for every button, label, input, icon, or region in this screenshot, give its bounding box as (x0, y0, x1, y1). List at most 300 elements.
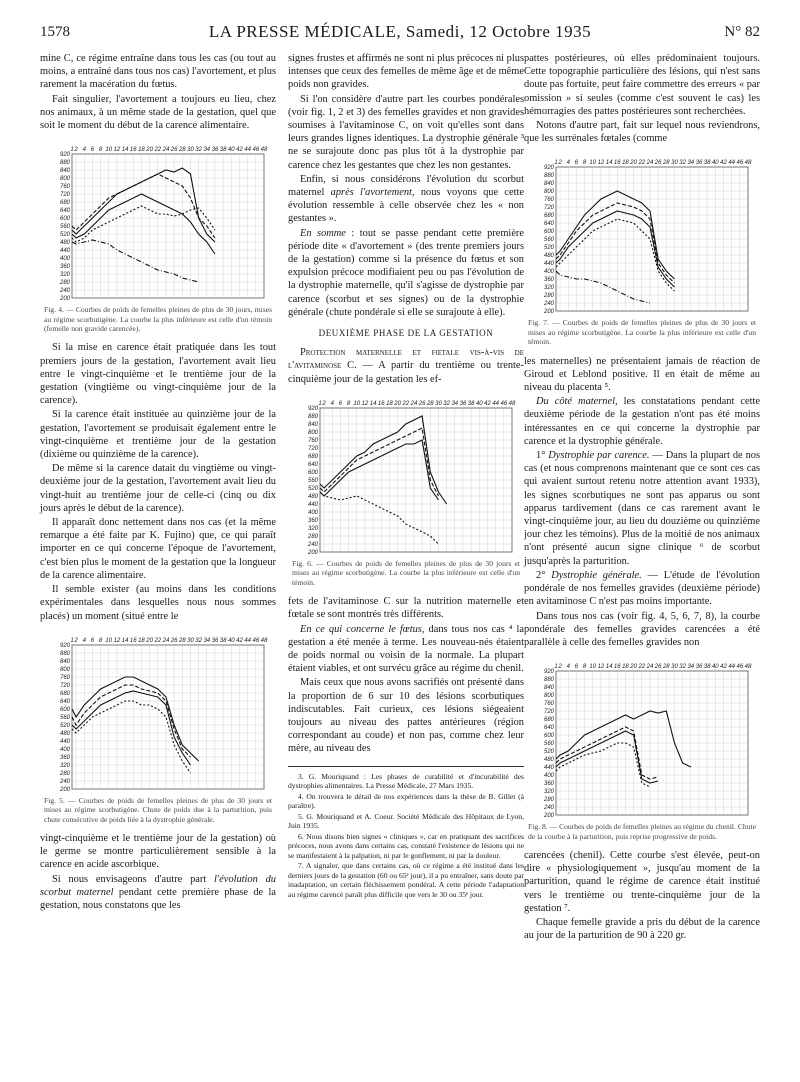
x-tick-label: 18 (386, 400, 393, 407)
x-tick-label: 30 (187, 147, 194, 154)
paragraph (40, 873, 276, 913)
paragraph (524, 395, 760, 448)
x-tick-label: 4 (566, 664, 570, 671)
text-run: Dystrophie par carence. (548, 450, 650, 462)
x-tick-label: 36 (695, 160, 703, 167)
y-tick-label: 320 (59, 272, 70, 279)
x-tick-label: 22 (154, 637, 162, 644)
page-header (40, 24, 760, 46)
footnote: 5. G. Mouriquand et A. Coeur. Société Médicale des Hôpitaux de Lyon, Juin 1935. (288, 811, 524, 831)
series-line (556, 727, 658, 779)
y-tick-label: 520 (59, 232, 70, 239)
text-run: l'évolution du scorbut maternel (40, 873, 277, 898)
y-tick-label: 640 (307, 461, 318, 468)
paragraph: Il semble exister (au moins dans les conditions expérimentales dans lesquelles nous nous sommes placés) un moment (situé entre le (40, 584, 276, 622)
figure-4-chart (48, 138, 268, 303)
footnote: 3. G. Mouriquand : Les phases de curabilité et d'incurabilité des dystrophies alimentaires. La Presse Médicale, 27 Mars 1935. (288, 771, 524, 791)
y-tick-label: 360 (59, 754, 70, 761)
y-tick-label: 240 (59, 778, 70, 785)
y-tick-label: 800 (543, 693, 554, 700)
y-tick-label: 600 (543, 733, 554, 740)
y-tick-label: 880 (307, 413, 318, 420)
footnote: 4. On trouvera le détail de nos expériences dans la thèse de B. Gillet (à paraître). (288, 791, 524, 811)
x-tick-label: 26 (654, 160, 662, 167)
y-tick-label: 360 (59, 264, 70, 271)
y-tick-label: 400 (307, 509, 318, 516)
x-tick-label: 12 (361, 400, 369, 407)
x-tick-label: 36 (695, 664, 703, 671)
paragraph: Fait singulier, l'avortement a toujours eu lieu, chez nos animaux, à un même stade de la gestation, quel que soit le moment du début de la carence alimentaire. (40, 93, 276, 132)
y-tick-label: 240 (543, 301, 554, 308)
y-tick-label: 440 (59, 738, 70, 745)
x-tick-label: 34 (203, 637, 211, 644)
y-tick-label: 800 (543, 189, 554, 196)
paragraph: les maternelles) ne présentaient jamais de réaction de Giroud et Leblond positive. Il en était de même au niveau du placenta ⁵. (524, 355, 760, 394)
x-tick-label: 48 (744, 664, 752, 671)
y-tick-label: 520 (307, 485, 318, 492)
x-tick-label: 32 (443, 400, 450, 407)
y-tick-label: 720 (543, 709, 554, 716)
paragraph: De même si la carence datait du vingtième ou vingt-deuxième jour de la gestation, l'avortement avait lieu du vingt-huit au trentième jour de celle-ci (cinq ou dix jours après le début de la carence). (40, 463, 276, 514)
x-tick-label: 20 (146, 637, 153, 644)
y-tick-label: 560 (543, 237, 554, 244)
y-tick-label: 560 (307, 477, 318, 484)
paragraph: Notons d'autre part, fait sur lequel nous reviendrons, que les surrénales fœtales (comme (524, 120, 760, 145)
x-tick-label: 48 (744, 160, 752, 167)
series-line (72, 240, 199, 282)
text-run: 2° (536, 569, 552, 581)
y-tick-label: 680 (59, 690, 70, 697)
paragraph: Si l'on considère d'autre part les courbes pondérales (voir fig. 1, 2 et 3) des femelles gravides et non gravides soumises à l'avitaminose C, on voit qu'elles sont dans leurs grandes lignes identiques. La dystrophie générale ³ ne se surajoute donc pas plus tôt à la dystrophie par carence chez les gestantes que chez les non gestantes. (288, 93, 524, 171)
y-tick-label: 200 (543, 813, 554, 820)
paragraph: Dans tous nos cas (voir fig. 4, 5, 6, 7, 8), la courbe pondérale des femelles gravides carencées a été parallèle à celle des femelles gravides non (524, 610, 760, 648)
y-tick-label: 760 (59, 184, 70, 191)
x-tick-label: 42 (720, 664, 727, 671)
y-tick-label: 600 (543, 229, 554, 236)
text-run: En ce qui concerne le fœtus, (300, 623, 425, 635)
series-line (320, 428, 438, 496)
x-tick-label: 6 (338, 400, 343, 407)
series-line (320, 440, 438, 500)
x-tick-label: 28 (662, 664, 670, 671)
y-tick-label: 840 (59, 658, 70, 665)
figure-7-chart (532, 151, 752, 316)
y-tick-label: 560 (543, 741, 554, 748)
x-tick-label: 40 (227, 147, 235, 154)
issue-number: N° 82 (724, 24, 760, 40)
footnote: 6. Nous disons bien signes « cliniques », car en pratiquant des sacrifices précoces, nous avons dans certains cas, constaté l'existence de lésions qui ne se manifestaient à la palpation, ni par le gonflement, ni par la douleur. (288, 831, 524, 860)
y-tick-label: 480 (59, 240, 70, 247)
x-tick-label: 32 (195, 147, 202, 154)
y-tick-label: 840 (307, 421, 318, 428)
x-tick-label: 14 (121, 637, 129, 644)
y-tick-label: 600 (59, 216, 70, 223)
series-line (72, 206, 215, 242)
x-tick-label: 14 (605, 160, 613, 167)
text-run: : tout se passe pendant cette première période dite « d'avortement » (des trente premiers jours de la gestation) comme si la présence du fœtus et son expulsion précoce modifiaient peu ou pas l'évolution de la dystrophie maternelle, qu'il s'agisse de dystrophie par carence (scorbut et ses signes) ou de la dystrophie générale (chute pondérale si elle se surajoute à elle). (288, 227, 524, 318)
y-tick-label: 400 (59, 746, 70, 753)
y-tick-label: 560 (59, 714, 70, 721)
y-tick-label: 400 (543, 773, 554, 780)
y-tick-label: 760 (307, 437, 318, 444)
footnotes (288, 766, 524, 900)
x-tick-label: 32 (195, 637, 202, 644)
y-tick-label: 880 (59, 650, 70, 657)
y-tick-label: 920 (543, 165, 554, 172)
y-tick-label: 400 (59, 256, 70, 263)
y-tick-label: 800 (307, 429, 318, 436)
y-tick-label: 720 (307, 445, 318, 452)
y-tick-label: 400 (543, 269, 554, 276)
paragraph (288, 227, 524, 319)
y-tick-label: 680 (307, 453, 318, 460)
y-tick-label: 200 (543, 309, 554, 316)
paragraph (288, 173, 524, 226)
y-tick-label: 360 (307, 517, 318, 524)
x-tick-label: 34 (687, 664, 695, 671)
y-tick-label: 880 (543, 677, 554, 684)
figure-8-caption: Fig. 8. — Courbes de poids de femelles pleines au régime du chenil. Chute de la courbe à la parturition, puis reprise progressive de poids. (528, 822, 756, 841)
x-tick-label: 46 (736, 160, 744, 167)
x-tick-label: 18 (138, 147, 145, 154)
x-tick-label: 8 (582, 160, 587, 167)
x-tick-label: 2 (74, 147, 78, 154)
paragraph (524, 449, 760, 568)
y-tick-label: 600 (59, 706, 70, 713)
x-tick-label: 44 (728, 664, 736, 671)
y-tick-label: 440 (543, 765, 554, 772)
series-line (556, 191, 674, 279)
x-tick-label: 1 (70, 147, 74, 154)
chart-axes (59, 147, 268, 302)
y-tick-label: 720 (59, 192, 70, 199)
x-tick-label: 30 (187, 637, 194, 644)
y-tick-label: 240 (307, 541, 318, 548)
paragraph: mine C, ce régime entraîne dans tous les cas (ou tout au moins, a entraîné dans tous nos cas) l'avortement, et plus rarement la macération du fœtus. (40, 53, 276, 91)
y-tick-label: 280 (59, 280, 70, 287)
journal-title: LA PRESSE MÉDICALE, Samedi, 12 Octobre 1935 (208, 22, 592, 41)
x-tick-label: 28 (662, 160, 670, 167)
x-tick-label: 2 (74, 637, 78, 644)
y-tick-label: 920 (307, 405, 318, 412)
x-tick-label: 16 (129, 147, 137, 154)
x-tick-label: 20 (630, 160, 637, 167)
x-tick-label: 36 (211, 637, 219, 644)
series-line (72, 691, 190, 765)
section-heading: DEUXIÈME PHASE DE LA GESTATION (318, 328, 494, 339)
y-tick-label: 640 (543, 725, 554, 732)
figure-7-caption: Fig. 7. — Courbes de poids de femelles pleines de plus de 30 jours et mises au régime scorbutigène. La courbe la plus inférieure est celle d'un témoin. (528, 318, 756, 347)
y-tick-label: 200 (59, 786, 70, 793)
series-line (72, 168, 215, 242)
y-tick-label: 520 (543, 749, 554, 756)
x-tick-label: 2 (558, 160, 562, 167)
y-tick-label: 800 (59, 666, 70, 673)
x-tick-label: 2 (322, 400, 326, 407)
x-tick-label: 20 (630, 664, 637, 671)
x-tick-label: 12 (597, 160, 605, 167)
paragraph: fets de l'avitaminose C sur la nutrition maternelle et fœtale se sont montrés très différents. (288, 596, 524, 621)
chart-axes (543, 160, 752, 315)
y-tick-label: 200 (307, 549, 318, 556)
x-tick-label: 44 (244, 147, 252, 154)
x-tick-label: 44 (244, 637, 252, 644)
text-run: Si nous envisageons d'autre part (52, 873, 215, 885)
column-1 (40, 52, 276, 913)
text-run: dans tous nos cas ⁴ la gestation a été menée à terme. Les nouveau-nés étaient de poids normal ou voisin de la normale. La plupart étaient viables, et ont survécu grâce au régime du chenil. (288, 623, 524, 675)
x-tick-label: 44 (728, 160, 736, 167)
x-tick-label: 6 (90, 637, 95, 644)
x-tick-label: 20 (394, 400, 401, 407)
series-line (556, 711, 691, 767)
y-tick-label: 880 (543, 173, 554, 180)
y-tick-label: 320 (59, 762, 70, 769)
y-tick-label: 600 (307, 469, 318, 476)
x-tick-label: 1 (70, 637, 74, 644)
y-tick-label: 280 (59, 770, 70, 777)
x-tick-label: 26 (170, 637, 178, 644)
text-run: les constatations pendant cette deuxième période de la gestation n'ont pas été moins intéressantes en ce qui concerne la dystrophie par carence et la dystrophie générale. (524, 396, 760, 447)
x-tick-label: 10 (105, 147, 113, 154)
x-tick-label: 30 (671, 160, 678, 167)
x-tick-label: 40 (711, 664, 719, 671)
x-tick-label: 14 (121, 147, 129, 154)
series-line (72, 174, 215, 238)
x-tick-label: 6 (574, 160, 579, 167)
y-tick-label: 640 (543, 221, 554, 228)
x-tick-label: 6 (574, 664, 579, 671)
text-run: — A partir du trentième ou trente-cinquième jour de la gestation les ef- (288, 360, 524, 385)
y-tick-label: 480 (543, 757, 554, 764)
x-tick-label: 12 (113, 637, 121, 644)
x-tick-label: 34 (687, 160, 695, 167)
y-tick-label: 800 (59, 176, 70, 183)
page-number: 1578 (40, 24, 70, 40)
x-tick-label: 16 (129, 637, 137, 644)
y-tick-label: 680 (59, 200, 70, 207)
x-tick-label: 42 (236, 637, 243, 644)
x-tick-label: 22 (154, 147, 162, 154)
y-tick-label: 920 (59, 642, 70, 649)
x-tick-label: 24 (162, 147, 170, 154)
x-tick-label: 16 (377, 400, 385, 407)
series-line (72, 194, 215, 254)
column-2 (288, 52, 524, 900)
x-tick-label: 18 (622, 160, 629, 167)
x-tick-label: 22 (638, 160, 646, 167)
x-tick-label: 46 (500, 400, 508, 407)
y-tick-label: 360 (543, 781, 554, 788)
x-tick-label: 36 (459, 400, 467, 407)
x-tick-label: 12 (597, 664, 605, 671)
y-tick-label: 760 (543, 197, 554, 204)
x-tick-label: 18 (138, 637, 145, 644)
x-tick-label: 22 (638, 664, 646, 671)
x-tick-label: 42 (484, 400, 491, 407)
x-tick-label: 46 (252, 147, 260, 154)
y-tick-label: 240 (59, 288, 70, 295)
x-tick-label: 38 (703, 664, 711, 671)
y-tick-label: 680 (543, 717, 554, 724)
y-tick-label: 480 (307, 493, 318, 500)
column-3 (524, 52, 760, 943)
x-tick-label: 38 (219, 147, 227, 154)
paragraph: carencées (chenil). Cette courbe s'est élevée, peut-on dire « physiologiquement », jusqu'au moment de la parturition, quand le régime de carence était institué vers le trentième ou trente-cinquième jour de la gestation ⁷. (524, 849, 760, 914)
text-run: pendant cette première phase de la gestation, nous constatons que les (40, 886, 276, 911)
text-run: Dystrophie générale. (551, 569, 642, 581)
x-tick-label: 30 (671, 664, 678, 671)
text-run: En somme (300, 227, 346, 239)
text-run: après l'avortement, (330, 187, 415, 199)
text-run: Enfin, si nous considérons l'évolution du scorbut maternel (288, 173, 524, 199)
text-run: Du côté maternel, (536, 396, 618, 408)
paragraph (288, 623, 524, 676)
x-tick-label: 38 (467, 400, 475, 407)
x-tick-label: 28 (178, 637, 186, 644)
x-tick-label: 20 (146, 147, 153, 154)
figure-4 (40, 138, 276, 333)
x-tick-label: 42 (720, 160, 727, 167)
paragraph: Mais ceux que nous avons sacrifiés ont présenté dans la proportion de 6 sur 10 des lésions scorbutiques indiscutables. Fait curieux, ces lésions siégeaient toujours au niveau des pattes antérieures (région correspondant au coude) et non pas, comme chez leur mère, au niveau des (288, 677, 524, 755)
x-tick-label: 4 (82, 637, 86, 644)
text-run: Protection maternelle et fœtale vis-à-vis de l'avitaminose C. (288, 347, 524, 372)
x-tick-label: 24 (646, 160, 654, 167)
y-tick-label: 200 (59, 296, 70, 303)
y-tick-label: 520 (543, 245, 554, 252)
x-tick-label: 24 (646, 664, 654, 671)
x-tick-label: 12 (113, 147, 121, 154)
figure-5-chart (48, 629, 268, 794)
paragraph (524, 569, 760, 609)
y-tick-label: 240 (543, 805, 554, 812)
x-tick-label: 1 (318, 400, 322, 407)
x-tick-label: 14 (605, 664, 613, 671)
x-tick-label: 16 (613, 664, 621, 671)
y-tick-label: 720 (543, 205, 554, 212)
footnote: 7. A signaler, que dans certains cas, où ce régime a été institué dans les derniers jours de la gestation (60 ou 65ᵉ jour), il a pu entraîner, sans doute par inadaptation, un certain fléchissement pondéral. A cette période l'adaptation au régime carencé paraît plus difficile que vers le 30 ou 35ᵉ jour. (288, 861, 524, 899)
x-tick-label: 4 (82, 147, 86, 154)
y-tick-label: 560 (59, 224, 70, 231)
series-line (72, 701, 190, 773)
y-tick-label: 320 (307, 525, 318, 532)
paragraph: Chaque femelle gravide a pris du début de la carence au jour de la parturition de 90 à 220 gr. (524, 916, 760, 942)
paragraph: Il apparaît donc nettement dans nos cas (et la même remarque a été faite par K. Fujino) que, ce qui paraît importer en ce qui concerne l'époque de l'avortement, c'est bien plus le moment de la gestation que la longueur de la carence alimentaire. (40, 517, 276, 581)
x-tick-label: 26 (418, 400, 426, 407)
y-tick-label: 480 (59, 730, 70, 737)
x-tick-label: 30 (435, 400, 442, 407)
x-tick-label: 4 (566, 160, 570, 167)
x-tick-label: 10 (105, 637, 113, 644)
y-tick-label: 440 (543, 261, 554, 268)
x-tick-label: 48 (260, 147, 268, 154)
x-tick-label: 40 (475, 400, 483, 407)
paragraph: Si la mise en carence était pratiquée dans les tout premiers jours de la gestation, l'avortement avait lieu entre le vingt-cinquième et le trentième jour de la gestation (vingtième ou vingt-cinquième jour de la carence). (40, 342, 276, 407)
x-tick-label: 34 (451, 400, 459, 407)
figure-6 (288, 392, 524, 587)
figure-6-chart (296, 392, 516, 557)
y-tick-label: 760 (543, 701, 554, 708)
x-tick-label: 34 (203, 147, 211, 154)
x-tick-label: 26 (170, 147, 178, 154)
x-tick-label: 8 (98, 147, 103, 154)
x-tick-label: 16 (613, 160, 621, 167)
paragraph: pattes postérieures, où elles prédominaient toujours. Cette topographie particulière des lésions, qui n'est sans doute pas fortuite, peut faire commettre des erreurs « par omission » si seules (comme c'est souvent le cas) les hémorragies des pattes postérieures sont recherchées. (524, 53, 761, 117)
y-tick-label: 320 (543, 789, 554, 796)
y-tick-label: 920 (543, 669, 554, 676)
y-tick-label: 280 (543, 797, 554, 804)
x-tick-label: 38 (219, 637, 227, 644)
chart-axes (543, 664, 752, 819)
x-tick-label: 10 (589, 664, 597, 671)
x-tick-label: 42 (236, 147, 243, 154)
figure-6-caption: Fig. 6. — Courbes de poids de femelles pleines de plus de 30 jours et mises au régime scorbutigène. La courbe la plus inférieure est celle d'un témoin. (292, 558, 520, 587)
paragraph (288, 346, 524, 386)
x-tick-label: 1 (554, 160, 558, 167)
x-tick-label: 14 (369, 400, 377, 407)
paragraph: signes frustes et affirmés ne sont ni plus précoces ni plus intenses que ceux des femelles de même âge et de même poids non gravides. (288, 53, 524, 91)
y-tick-label: 320 (543, 285, 554, 292)
y-tick-label: 680 (543, 213, 554, 220)
y-tick-label: 840 (543, 181, 554, 188)
x-tick-label: 8 (346, 400, 351, 407)
x-tick-label: 24 (162, 637, 170, 644)
y-tick-label: 640 (59, 208, 70, 215)
y-tick-label: 880 (59, 160, 70, 167)
figure-8 (524, 655, 760, 841)
text-run: — L'étude de l'évolution pondérale de nos femelles gravides (deuxième période) en avitaminose C n'est pas moins importante. (524, 569, 760, 608)
x-tick-label: 1 (554, 664, 558, 671)
paragraph: Si la carence était instituée au quinzième jour de la gestation, l'avortement se produisait également entre le vingt-cinquième et trentième jour de la gestation (dixième ou quinzième de la carence). (40, 409, 276, 461)
text-run: — Dans la plupart de nos cas (et nous comprenons maintenant que ce sont ces cas qui avaient surtout retenu notre attention avant 1933), les signes scorbutiques ne sont pas apparus ou sont apparus tardivement (dans ce cas rarement avant le vingt-cinquième jour, au lieu du douzième ou quinzième jour chez les témoins). Plus de la moitié de nos animaux n'ont présenté aucun signe clinique ⁶ de scorbut jusqu'après la parturition. (524, 450, 760, 567)
x-tick-label: 38 (703, 160, 711, 167)
y-tick-label: 640 (59, 698, 70, 705)
y-tick-label: 720 (59, 682, 70, 689)
x-tick-label: 4 (330, 400, 334, 407)
y-tick-label: 920 (59, 152, 70, 159)
text-run: 1° (536, 450, 549, 462)
x-tick-label: 48 (260, 637, 268, 644)
y-tick-label: 520 (59, 722, 70, 729)
y-tick-label: 280 (307, 533, 318, 540)
x-tick-label: 6 (90, 147, 95, 154)
x-tick-label: 28 (426, 400, 434, 407)
x-tick-label: 48 (508, 400, 516, 407)
paragraph: vingt-cinquième et le trentième jour de la gestation) où le germe se montre particulièrement sensible à la carence en acide ascorbique. (40, 832, 276, 871)
x-tick-label: 18 (622, 664, 629, 671)
x-tick-label: 2 (558, 664, 562, 671)
figure-5 (40, 629, 276, 824)
x-tick-label: 8 (98, 637, 103, 644)
x-tick-label: 24 (410, 400, 418, 407)
figure-7 (524, 151, 760, 346)
y-tick-label: 840 (59, 168, 70, 175)
text-run: nous voyons que cette évolution ressemble à celle observée chez les « non gestantes ». (288, 187, 525, 225)
x-tick-label: 40 (227, 637, 235, 644)
series-line (320, 492, 438, 544)
x-tick-label: 28 (178, 147, 186, 154)
y-tick-label: 440 (59, 248, 70, 255)
y-tick-label: 280 (543, 293, 554, 300)
figure-5-caption: Fig. 5. — Courbes de poids de femelles pleines de plus de 30 jours et mises au régime scorbutigène. Chute de poids due à la parturition, puis chute consécutive de poids liée à la dystrophie générale. (44, 795, 272, 824)
x-tick-label: 40 (711, 160, 719, 167)
figure-4-caption: Fig. 4. — Courbes de poids de femelles pleines de plus de 30 jours, mises au régime scorbutigène. La courbe la plus inférieure est celle d'un témoin (femelle non gravide carencée). (44, 305, 272, 334)
x-tick-label: 46 (736, 664, 744, 671)
x-tick-label: 44 (492, 400, 500, 407)
x-tick-label: 10 (589, 160, 597, 167)
x-tick-label: 22 (402, 400, 410, 407)
x-tick-label: 46 (252, 637, 260, 644)
y-tick-label: 480 (543, 253, 554, 260)
